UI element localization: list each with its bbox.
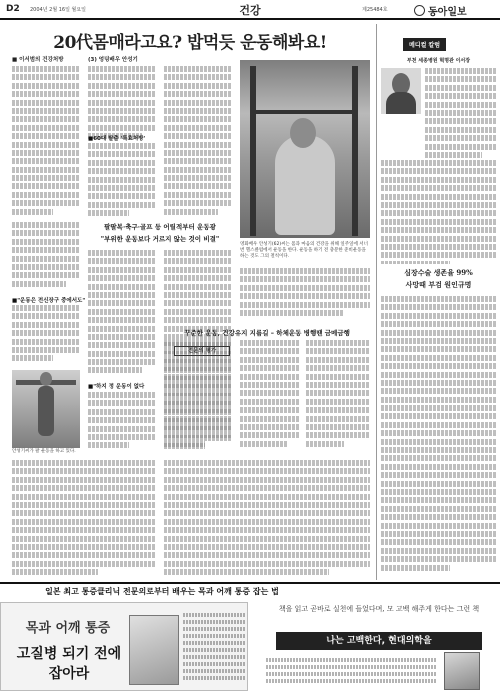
lower-text-block-left — [12, 460, 156, 576]
expert-review-label: 전문의 평가 — [174, 346, 230, 356]
issue-date: 2004년 2월 16일 월요일 — [30, 7, 87, 13]
column-text-1 — [425, 68, 496, 158]
article-text-column-1c — [12, 305, 80, 365]
ad-banner-headline: 일본 최고 통증클리닉 전문의로부터 배우는 목과 어깨 통증 잡는 법 — [45, 587, 279, 596]
book-ad-right[interactable] — [258, 602, 500, 691]
article-byline: ■ 이서범의 건강처방 — [12, 57, 64, 63]
sidebar-headline-1: 심장수술 생존율 99% — [404, 268, 473, 277]
ad-title-neck-shoulder: 목과 어깨 통증 — [25, 621, 111, 636]
lower-text-block — [164, 460, 370, 576]
lower-text-column-3 — [306, 340, 370, 452]
article-text-column-2b — [88, 143, 156, 216]
article-text-column-2c — [88, 250, 156, 380]
kicker-line-2: "부위한 운동보다 거르지 않는 것이 비결" — [100, 235, 220, 243]
ad-title-chronic: 고질병 되기 전에 잡아라 — [16, 646, 122, 682]
ad-right-title: 나는 고백한다, 현대의학을 — [276, 632, 482, 650]
lower-text-column-2 — [240, 340, 300, 452]
kicker-line-1: 팔팔복·축구·골프 등 어릴적부터 운동광 — [104, 223, 216, 231]
lower-text-column-1 — [164, 340, 232, 452]
author-portrait — [381, 68, 421, 114]
newspaper-logo-icon — [414, 5, 425, 16]
page-number: D2 — [6, 4, 20, 14]
sidebar-headline-2: 사망때 부검 원인규명 — [405, 280, 472, 289]
article-text-column-2d — [88, 392, 156, 452]
column-text-2 — [381, 160, 496, 264]
section-heading: 꾸준한 운동, 건강유지 지름길 – 하체운동 병행땐 금메금행 — [184, 329, 350, 337]
main-headline: 20代몸매라고요? 밥먹듯 운동해봐요! — [53, 33, 327, 53]
book-cover-image — [129, 615, 179, 685]
person-exercise-photo — [12, 370, 80, 448]
issue-number: 제25484호 — [362, 7, 388, 13]
subhead-no-exercise: ■"하지 정 운동이 없다 — [88, 384, 145, 390]
book-ad-left[interactable] — [0, 602, 248, 691]
subhead-60s: ■60대 탈출 '특효처방' — [88, 136, 146, 142]
column-divider — [376, 24, 377, 580]
column-author: 부천 세종병원 혁명관 이서장 — [406, 58, 471, 64]
article-text-column-1 — [12, 66, 80, 216]
article-text-column-4 — [240, 268, 370, 323]
newspaper-logo: 동아일보 — [428, 7, 467, 18]
article-sub-byline: (3) 엉덩배우 안성기 — [88, 57, 138, 63]
section-title: 건강 — [239, 4, 261, 17]
small-photo-caption: 안성기씨가 팔 운동을 하고 있다. — [12, 449, 76, 454]
sidebar-text — [381, 296, 496, 576]
gym-photo — [240, 60, 370, 238]
article-text-column-1b — [12, 222, 80, 292]
ad-text-list — [183, 613, 245, 683]
subhead-exercise: ■"운동은 전신장구 중에서도" — [12, 298, 86, 304]
gym-photo-caption: 영화배우 안성기(62)씨는 몸과 마음의 건강을 위해 일주일에 서너 번 헬스클럽에서 운동을 한다. 운동을 하기 전 충분한 준비운동을 하는 것도 그의 철칙이다. — [240, 242, 368, 259]
ad-right-quote: 책을 읽고 곧바로 실천에 들었다며, 모 고백 해주게 한다는 그런 책 — [278, 605, 480, 613]
page-header — [0, 0, 500, 20]
article-text-column-3 — [164, 66, 232, 216]
ad-divider — [0, 582, 500, 584]
ad-right-book-image — [444, 652, 480, 690]
column-tag: 메디컬 칼럼 — [403, 38, 446, 51]
